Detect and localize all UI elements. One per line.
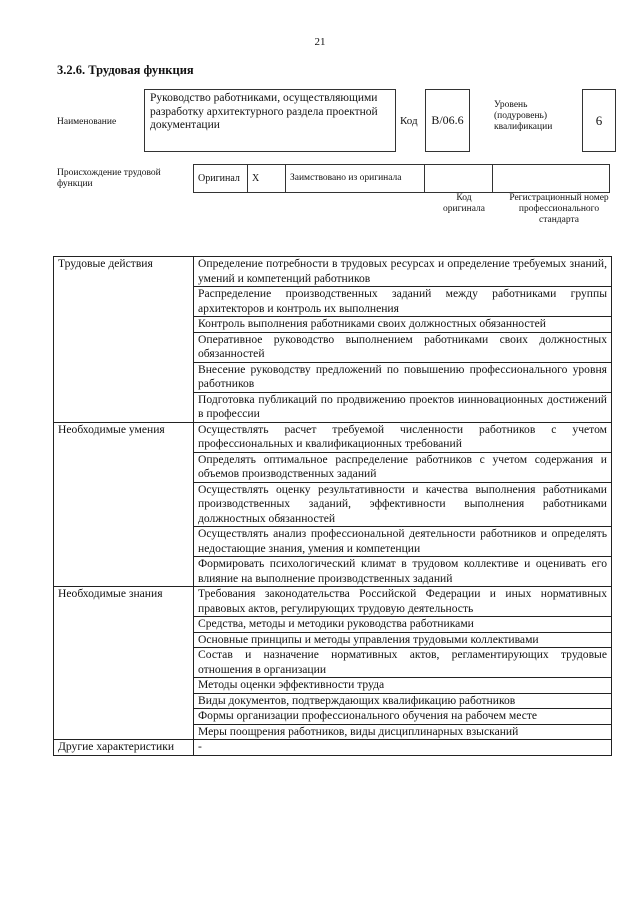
code-box: B/06.6 <box>425 89 470 152</box>
section-item: Средства, методы и методики руководства работниками <box>194 617 612 633</box>
section-item: Состав и назначение нормативных актов, регламентирующих трудовые отношения в организации <box>194 648 612 678</box>
origin-table <box>193 164 610 193</box>
name-label: Наименование <box>57 117 117 127</box>
table-row <box>54 740 612 756</box>
section-item: - <box>194 740 612 756</box>
function-name-box: Руководство работниками, осуществляющими разработку архитектурного раздела проектной документации <box>144 89 396 152</box>
origin-code-label: Код оригинала <box>443 193 485 214</box>
table-row <box>54 587 612 617</box>
section-item: Методы оценки эффективности труда <box>194 678 612 694</box>
table-row <box>54 257 612 287</box>
section-item: Подготовка публикаций по продвижению проектов иинновационных достижений в профессии <box>194 392 612 422</box>
section-item: Формы организации профессионального обучения на рабочем месте <box>194 709 612 725</box>
original-label: Оригинал <box>194 165 248 193</box>
section-item: Формировать психологический климат в трудовом коллективе и оценивать его влияние на выполнение производственных заданий <box>194 557 612 587</box>
table-row <box>54 422 612 452</box>
page-number: 21 <box>314 36 326 48</box>
section-item: Распределение производственных заданий между работниками группы архитекторов и контроль их выполнения <box>194 287 612 317</box>
section-item: Требования законодательства Российской Федерации и иных нормативных правовых актов, регулирующих трудовую деятельность <box>194 587 612 617</box>
section-item: Меры поощрения работников, виды дисциплинарных взысканий <box>194 724 612 740</box>
reg-number-cell <box>493 165 610 193</box>
qualification-level-label: Уровень (подуровень) квалификации <box>494 100 553 132</box>
original-mark: X <box>248 165 286 193</box>
reg-number-label: Регистрационный номер профессионального стандарта <box>509 193 609 225</box>
section-item: Определять оптимальное распределение работников с учетом содержания и объемов производственных заданий <box>194 452 612 482</box>
section-category: Необходимые знания <box>54 587 194 740</box>
section-item: Определение потребности в трудовых ресурсах и определение требуемых знаний, умений и компетенций работников <box>194 257 612 287</box>
section-category: Другие характеристики <box>54 740 194 756</box>
section-item: Основные принципы и методы управления трудовыми коллективами <box>194 632 612 648</box>
origin-code-cell <box>425 165 493 193</box>
section-category: Трудовые действия <box>54 257 194 423</box>
borrowed-label: Заимствовано из оригинала <box>286 165 425 193</box>
section-item: Внесение руководству предложений по повышению профессионального уровня работников <box>194 362 612 392</box>
section-item: Виды документов, подтверждающих квалификацию работников <box>194 693 612 709</box>
characteristics-table <box>53 256 612 756</box>
section-item: Осуществлять оценку результативности и качества выполнения работниками производственных заданий, эффективности выполнения работниками должностных обязанностей <box>194 482 612 527</box>
section-title: 3.2.6. Трудовая функция <box>57 63 194 77</box>
section-item: Контроль выполнения работниками своих должностных обязанностей <box>194 317 612 333</box>
section-category: Необходимые умения <box>54 422 194 587</box>
section-item: Осуществлять анализ профессиональной деятельности работников и определять недостающие знания, умения и компетенции <box>194 527 612 557</box>
section-item: Осуществлять расчет требуемой численности работников с учетом профессиональных и квалификационных требований <box>194 422 612 452</box>
code-label: Код <box>400 115 418 127</box>
origin-label: Происхождение трудовой функции <box>57 168 161 189</box>
section-item: Оперативное руководство выполнением работниками своих должностных обязанностей <box>194 332 612 362</box>
qualification-level-box: 6 <box>582 89 616 152</box>
